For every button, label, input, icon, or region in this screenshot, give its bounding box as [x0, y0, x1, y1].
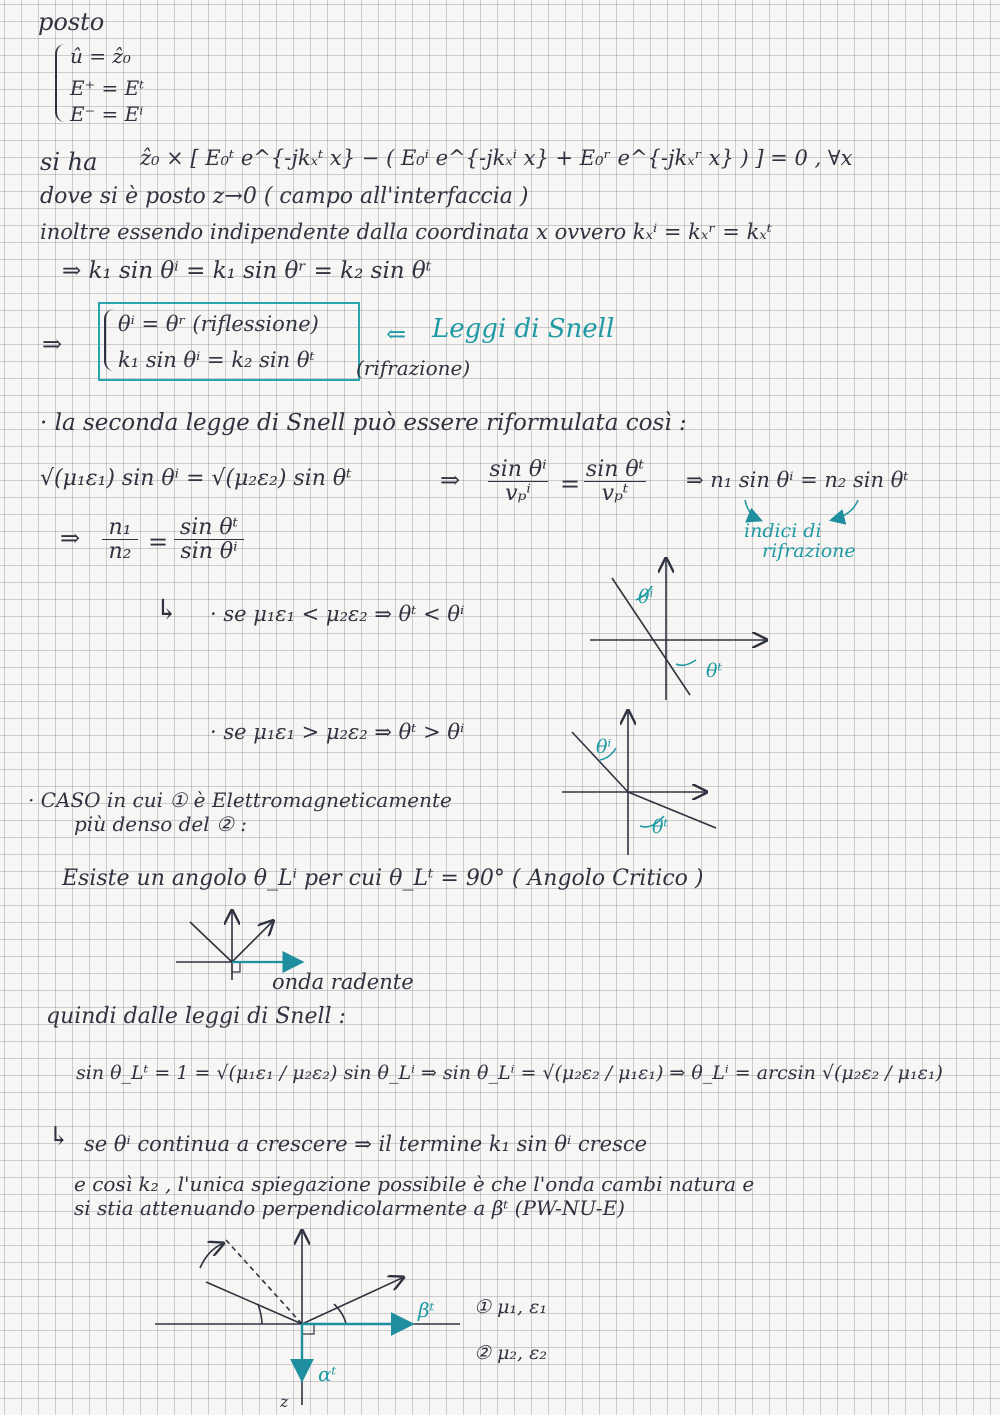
- text-seconda-legge: · la seconda legge di Snell può essere riformulata così :: [40, 410, 687, 436]
- diagram2-theta-t: θᵗ: [652, 816, 669, 838]
- text-esiste-angolo: Esiste un angolo θ_Lⁱ per cui θ_Lᵗ = 90° ( Angolo Critico ): [62, 866, 704, 891]
- label-medium-2: ② μ₂, ε₂: [474, 1342, 547, 1364]
- text-posto: posto: [38, 8, 105, 36]
- label-z-axis: z: [280, 1392, 289, 1411]
- equals-sign: =: [560, 470, 581, 498]
- snell-refraction: k₁ sin θⁱ = k₂ sin θᵗ: [118, 348, 315, 372]
- snell-reflection: θⁱ = θʳ (riflessione): [118, 312, 319, 336]
- main-equation: ẑ₀ × [ E₀ᵗ e^{-jkₓᵗ x} − ( E₀ⁱ e^{-jkₓⁱ x} + E₀ʳ e^{-jkₓʳ x} ) ] = 0 , ∀x: [140, 146, 853, 170]
- system-line-1: û = ẑ₀: [70, 44, 131, 68]
- text-dove: dove si è posto z→0 ( campo all'interfaccia ): [40, 184, 529, 209]
- fraction-num-2: sin θᵗ: [585, 457, 645, 482]
- critical-angle-equation: sin θ_Lᵗ = 1 = √(μ₁ε₁ / μ₂ε₂) sin θ_Lⁱ ⇒ sin θ_Lⁱ = √(μ₂ε₂ / μ₁ε₁) ⇒ θ_Lⁱ = arcsin √(μ₂ε₂ / μ₁ε₁): [76, 1062, 943, 1084]
- ratio-right-denominator: sin θⁱ: [180, 539, 238, 565]
- fraction-den-1: vₚⁱ: [505, 481, 531, 507]
- case-less-dense: · se μ₁ε₁ < μ₂ε₂ ⇒ θᵗ < θⁱ: [210, 602, 465, 626]
- refractive-index-equation: ⇒ n₁ sin θⁱ = n₂ sin θᵗ: [686, 468, 909, 492]
- sqrt-equation: √(μ₁ε₁) sin θⁱ = √(μ₂ε₂) sin θᵗ: [40, 466, 352, 491]
- implies-2: ⇒: [440, 466, 461, 494]
- leggi-arrow: ⇐: [386, 320, 407, 348]
- leggi-di-snell: Leggi di Snell: [432, 314, 615, 344]
- label-rifrazione: (rifrazione): [356, 356, 471, 380]
- text-inoltre: inoltre essendo indipendente dalla coordinata x ovvero kₓⁱ = kₓʳ = kₓᵗ: [40, 220, 772, 244]
- diagram-evanescent: [155, 1232, 460, 1405]
- ratio-numerator: n₁: [108, 515, 132, 540]
- label-medium-1: ① μ₁, ε₁: [474, 1296, 547, 1318]
- text-caso-2: più denso del ② :: [74, 812, 248, 836]
- text-quindi: quindi dalle leggi di Snell :: [46, 1004, 346, 1029]
- system-line-3: E⁻ = Eⁱ: [70, 102, 144, 126]
- diagram1-theta-t: θᵗ: [706, 660, 723, 682]
- text-si-ha: si ha: [40, 148, 98, 176]
- label-beta-t: βᵗ: [418, 1298, 435, 1322]
- ratio-denominator: n₂: [108, 539, 132, 565]
- diagram-1: [590, 560, 765, 700]
- diagram-2: [562, 712, 716, 855]
- label-rifrazione-teal: rifrazione: [762, 540, 856, 562]
- implies-arrow-box: ⇒: [42, 330, 63, 358]
- text-stia: si stia attenuando perpendicolarmente a βᵗ (PW-NU-E): [74, 1196, 625, 1220]
- text-cosi: e così k₂ , l'unica spiegazione possibile è che l'onda cambi natura e: [74, 1172, 755, 1196]
- label-indici-di: indici di: [744, 520, 822, 542]
- ratio-equals: =: [148, 528, 169, 556]
- label-onda-radente: onda radente: [272, 970, 414, 994]
- text-continua: se θⁱ continua a crescere ⇒ il termine k₁ sin θⁱ cresce: [84, 1132, 648, 1156]
- case1-arrow: ↳: [155, 593, 179, 626]
- system-line-2: E⁺ = Eᵗ: [70, 76, 145, 100]
- ratio-right-numerator: sin θᵗ: [179, 515, 239, 540]
- continue-arrow: ↳: [48, 1122, 70, 1152]
- diagram-critical: [176, 912, 300, 980]
- implies-ratio: ⇒: [60, 524, 81, 552]
- fraction-num-1: sin θⁱ: [489, 457, 547, 482]
- text-caso: · CASO in cui ① è Elettromagneticamente: [28, 788, 452, 812]
- indici-arrows: [745, 500, 858, 520]
- diagram2-theta-i: θⁱ: [596, 736, 612, 758]
- diagram1-theta-i: θⁱ: [638, 586, 654, 608]
- label-alpha-t: αᵗ: [318, 1362, 337, 1386]
- fraction-den-2: vₚᵗ: [601, 481, 629, 507]
- case-more-dense: · se μ₁ε₁ > μ₂ε₂ ⇒ θᵗ > θⁱ: [210, 720, 465, 744]
- equation-k-sin: ⇒ k₁ sin θⁱ = k₁ sin θʳ = k₂ sin θᵗ: [62, 258, 432, 284]
